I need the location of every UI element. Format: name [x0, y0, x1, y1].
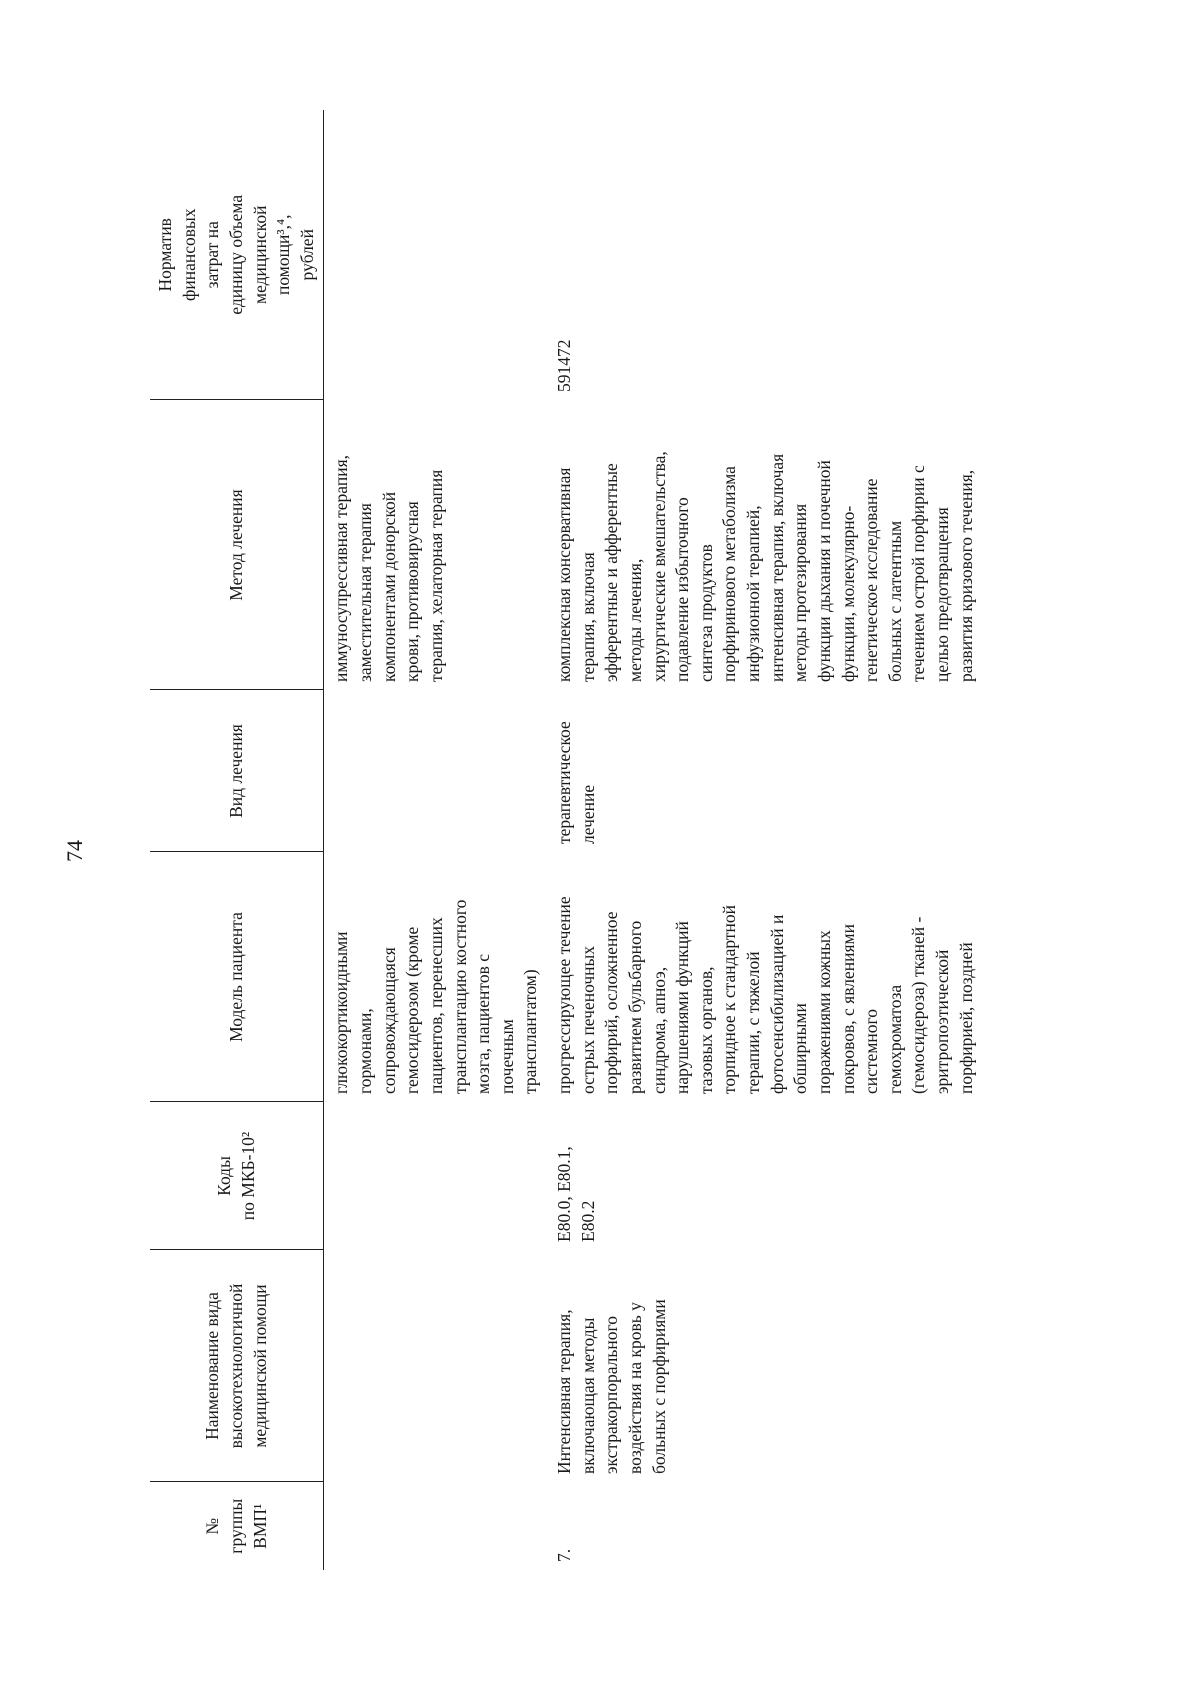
- cell-icd-codes: [324, 1102, 543, 1250]
- cell-treatment-type: терапевтическое лечение: [554, 721, 598, 844]
- cell-care-name: [324, 1250, 543, 1482]
- header-cost-standard: Норматив финансовых затрат на единицу объема медицинской помощи³,⁴, рублей: [150, 110, 324, 400]
- header-treatment-type: Вид лечения: [150, 690, 324, 852]
- cell-cost-standard: [324, 110, 543, 400]
- table-header-row: [150, 110, 324, 1570]
- header-care-name: Наименование вида высокотехнологичной медицинской помощи: [150, 1250, 324, 1482]
- table-row-7: [543, 110, 978, 1570]
- cell-treatment-type: [324, 690, 543, 852]
- cell-cost-standard: 591472: [554, 339, 574, 392]
- header-group-number: № группы ВМП¹: [150, 1482, 324, 1570]
- page-number: 74: [62, 840, 87, 862]
- header-treatment-method: Метод лечения: [150, 400, 324, 690]
- cell-group-number: [324, 1482, 543, 1570]
- cell-treatment-method: комплексная консервативная терапия, включая эфферентные и афферентные методы лечения, хирургические вмешательства, подавление избыточного синтеза продуктов порфиринового метаболизма инфузионной терапией, интенсивная терапия, включая методы протезирования функции дыхания и почечной функции, молекулярно- генетическое исследование больных с латентным течением острой порфирии с целью предотвращения развития кризового течения,: [554, 451, 976, 682]
- cell-icd-codes: E80.0, E80.1, E80.2: [554, 1146, 598, 1242]
- cell-patient-model: прогрессирующее течение острых печеночных порфирий, осложненное развитием бульбарного синдрома, апноэ, нарушениями функций тазовых органов, торпидное к стандартной терапии, с тяжелой фотосенсибилизацией и обширными поражениями кожных покровов, с явлениями системного гемохроматоза (гемосидероза) тканей - эритропоэтической порфирией, поздней: [554, 896, 976, 1094]
- cell-care-name: Интенсивная терапия, включающая методы экстракорпорального воздействия на кровь у больных с порфириями: [554, 1299, 669, 1474]
- cell-treatment-method: иммуносупрессивная терапия, заместительная терапия компонентами донорской крови, противовирусная терапия, хелаторная терапия: [331, 455, 446, 682]
- rotated-table-stage: [150, 110, 1050, 1570]
- header-patient-model: Модель пациента: [150, 852, 324, 1102]
- vmp-table: [150, 110, 978, 1570]
- cell-group-number: 7.: [554, 1548, 574, 1562]
- header-icd-codes: Коды по МКБ-10²: [150, 1102, 324, 1250]
- table-row-continued: [324, 110, 543, 1570]
- cell-patient-model: глюкокортикоидными гормонами, сопровождающаяся гемосидерозом (кроме пациентов, перенесших трансплантацию костного мозга, пациентов с почечным трансплантатом): [331, 899, 541, 1094]
